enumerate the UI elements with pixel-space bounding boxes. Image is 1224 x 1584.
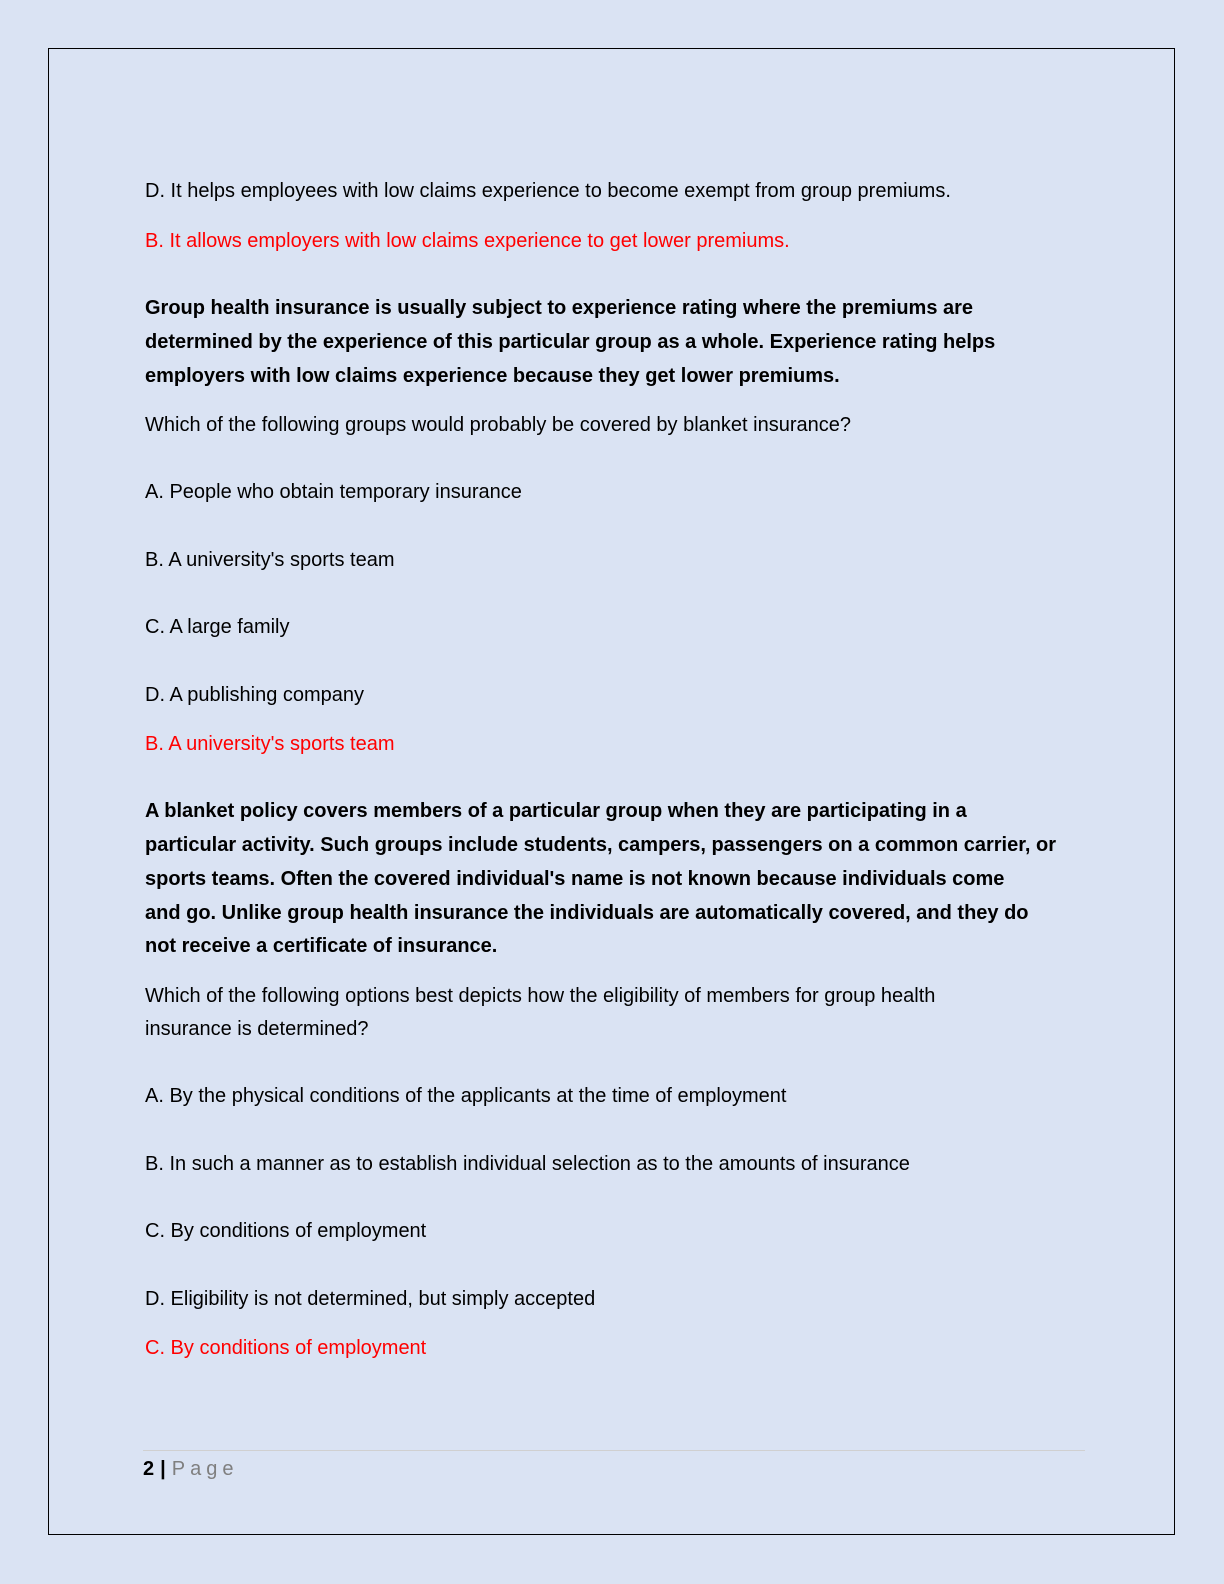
q1-option-b: B. A university's sports team — [145, 549, 395, 571]
page-label: Page — [171, 1458, 239, 1480]
q1-explanation-line: particular activity. Such groups include students, campers, passengers on a common carrier, or — [145, 834, 1057, 856]
q0-explanation-line: employers with low claims experience because they get lower premiums. — [145, 365, 840, 387]
q1-question: Which of the following groups would probably be covered by blanket insurance? — [145, 414, 851, 436]
q1-answer: B. A university's sports team — [145, 733, 395, 755]
q1-explanation-line: sports teams. Often the covered individual's name is not known because individuals come — [145, 868, 1005, 890]
page-footer — [143, 1455, 238, 1483]
q1-option-a: A. People who obtain temporary insurance — [145, 481, 522, 503]
q2-option-a: A. By the physical conditions of the applicants at the time of employment — [145, 1085, 787, 1107]
q1-option-c: C. A large family — [145, 616, 290, 638]
footer-separator: | — [160, 1458, 166, 1480]
page-number: 2 — [143, 1458, 155, 1480]
q2-option-b: B. In such a manner as to establish individual selection as to the amounts of insurance — [145, 1153, 910, 1175]
q2-answer: C. By conditions of employment — [145, 1337, 427, 1359]
q0-explanation-line: determined by the experience of this particular group as a whole. Experience rating helps — [145, 331, 996, 353]
q1-explanation-line: and go. Unlike group health insurance the individuals are automatically covered, and they do — [145, 902, 1029, 924]
q0-option-d: D. It helps employees with low claims experience to become exempt from group premiums. — [145, 180, 951, 202]
q2-question-line: insurance is determined? — [145, 1018, 369, 1040]
footer-divider — [143, 1450, 1085, 1451]
q2-option-d: D. Eligibility is not determined, but simply accepted — [145, 1288, 596, 1310]
q1-explanation-line: A blanket policy covers members of a particular group when they are participating in a — [145, 800, 967, 822]
q1-option-d: D. A publishing company — [145, 684, 365, 706]
q0-explanation-line: Group health insurance is usually subject to experience rating where the premiums are — [145, 297, 974, 319]
q1-explanation-line: not receive a certificate of insurance. — [145, 935, 498, 957]
q0-answer: B. It allows employers with low claims experience to get lower premiums. — [145, 230, 790, 252]
q2-option-c: C. By conditions of employment — [145, 1220, 427, 1242]
q2-question-line: Which of the following options best depicts how the eligibility of members for group health — [145, 985, 936, 1007]
